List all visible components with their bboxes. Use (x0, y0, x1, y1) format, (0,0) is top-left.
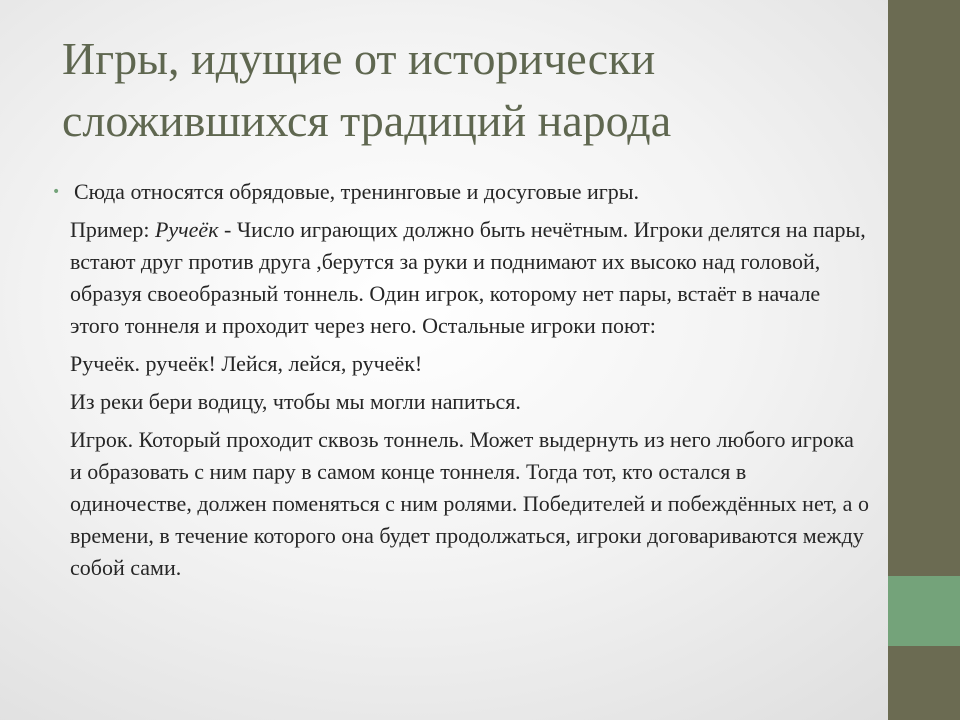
song-line-2: Из реки бери водицу, чтобы мы могли напиться. (70, 389, 521, 414)
example-text: - Число играющих должно быть нечётным. Игроки делятся на пары, встают друг против друга ,берутся за руки и поднимают их высоко над головой, образуя своеобразный тоннель. Один игрок, которому нет пары, встаёт в начале этого тоннеля и проходит через него. Остальные игроки поют: (70, 217, 866, 338)
side-band-dark-bottom (888, 646, 960, 720)
example-prefix: Пример: (70, 217, 155, 242)
bullet-text: Сюда относятся обрядовые, тренинговые и досуговые игры. (74, 179, 640, 204)
slide-title: Игры, идущие от исторически сложившихся традиций народа (62, 33, 672, 146)
song-line-1: Ручеёк. ручеёк! Лейся, лейся, ручеёк! (70, 351, 423, 376)
side-band-accent (888, 576, 960, 646)
side-band-dark (888, 0, 960, 576)
rules-paragraph: Игрок. Который проходит сквозь тоннель. Может выдернуть из него любого игрока и образовать с ним пару в самом конце тоннеля. Тогда тот, кто остался в одиночестве, должен поменяться с ним ролями. Победителей и побеждённых нет, а о времени, в течение которого она будет продолжаться, игроки договариваются между собой сами. (70, 427, 869, 580)
bullet-item (52, 176, 870, 208)
bullet-dot-icon: • (52, 184, 61, 200)
example-game-name: Ручеёк (154, 217, 219, 242)
example-paragraph (70, 214, 870, 342)
slide-content (52, 176, 870, 590)
